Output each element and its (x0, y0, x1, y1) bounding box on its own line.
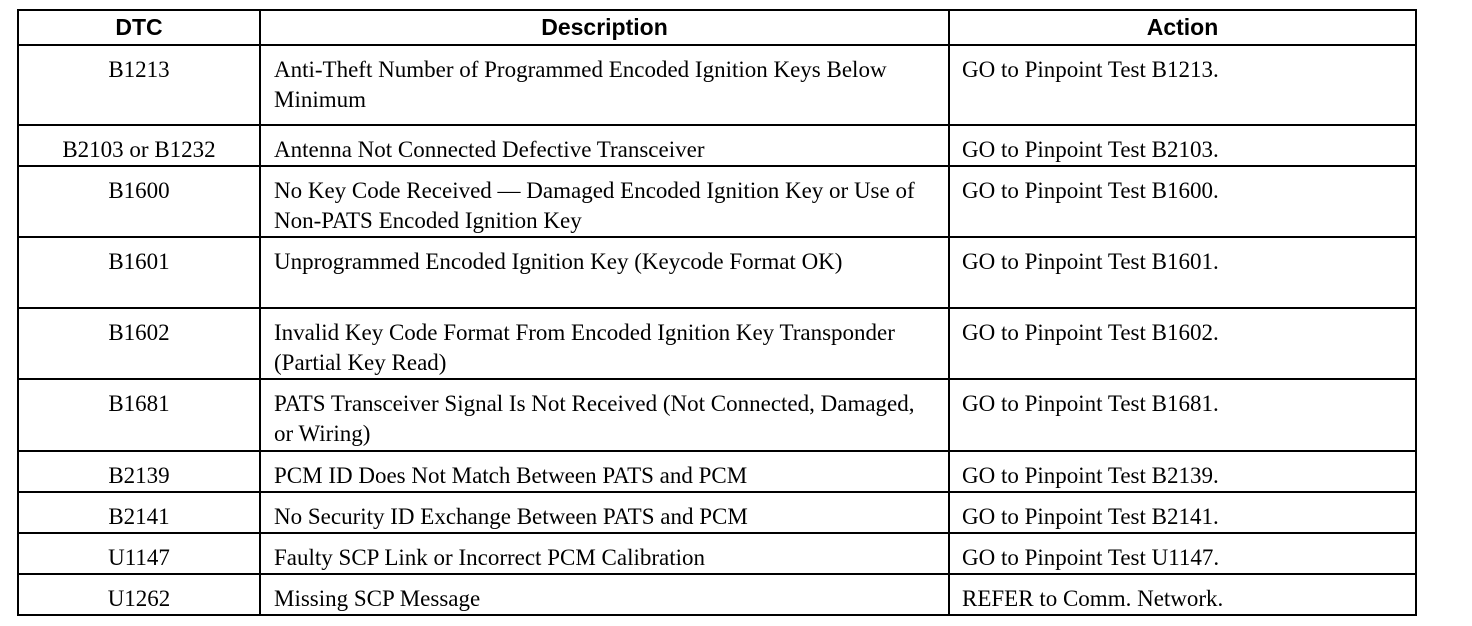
table-row (18, 45, 1416, 125)
table-row (18, 533, 1416, 574)
table-row (18, 379, 1416, 451)
dtc-description: Invalid Key Code Format From Encoded Ignition Key Transponder (Partial Key Read) (260, 308, 949, 379)
table-row (18, 451, 1416, 492)
dtc-description: No Security ID Exchange Between PATS and PCM (260, 492, 949, 533)
dtc-code: B1681 (18, 379, 260, 451)
dtc-table (17, 9, 1417, 616)
dtc-action: GO to Pinpoint Test B1213. (949, 45, 1416, 125)
dtc-description: Faulty SCP Link or Incorrect PCM Calibration (260, 533, 949, 574)
dtc-action: GO to Pinpoint Test B2103. (949, 125, 1416, 166)
dtc-action: GO to Pinpoint Test B2141. (949, 492, 1416, 533)
table-header-row (18, 10, 1416, 45)
dtc-code: B2103 or B1232 (18, 125, 260, 166)
dtc-code: B1602 (18, 308, 260, 379)
table-row (18, 166, 1416, 237)
dtc-code: B2139 (18, 451, 260, 492)
table-row (18, 308, 1416, 379)
dtc-code: B1600 (18, 166, 260, 237)
dtc-action: REFER to Comm. Network. (949, 574, 1416, 615)
action-column-header: Action (949, 10, 1416, 45)
table-row (18, 574, 1416, 615)
dtc-description: Antenna Not Connected Defective Transceiver (260, 125, 949, 166)
table-row (18, 125, 1416, 166)
dtc-code: B2141 (18, 492, 260, 533)
dtc-action: GO to Pinpoint Test B2139. (949, 451, 1416, 492)
dtc-description: Unprogrammed Encoded Ignition Key (Keycode Format OK) (260, 237, 949, 308)
dtc-description: PATS Transceiver Signal Is Not Received (Not Connected, Damaged, or Wiring) (260, 379, 949, 451)
dtc-code: B1601 (18, 237, 260, 308)
dtc-action: GO to Pinpoint Test B1602. (949, 308, 1416, 379)
table-row (18, 237, 1416, 308)
table-row (18, 492, 1416, 533)
dtc-description: Anti-Theft Number of Programmed Encoded Ignition Keys Below Minimum (260, 45, 949, 125)
dtc-column-header: DTC (18, 10, 260, 45)
dtc-action: GO to Pinpoint Test B1601. (949, 237, 1416, 308)
dtc-description: No Key Code Received — Damaged Encoded Ignition Key or Use of Non-PATS Encoded Ignition Key (260, 166, 949, 237)
dtc-description: PCM ID Does Not Match Between PATS and PCM (260, 451, 949, 492)
dtc-action: GO to Pinpoint Test B1600. (949, 166, 1416, 237)
dtc-code: U1147 (18, 533, 260, 574)
dtc-code: U1262 (18, 574, 260, 615)
dtc-description: Missing SCP Message (260, 574, 949, 615)
dtc-action: GO to Pinpoint Test B1681. (949, 379, 1416, 451)
dtc-action: GO to Pinpoint Test U1147. (949, 533, 1416, 574)
dtc-code: B1213 (18, 45, 260, 125)
description-column-header: Description (260, 10, 949, 45)
